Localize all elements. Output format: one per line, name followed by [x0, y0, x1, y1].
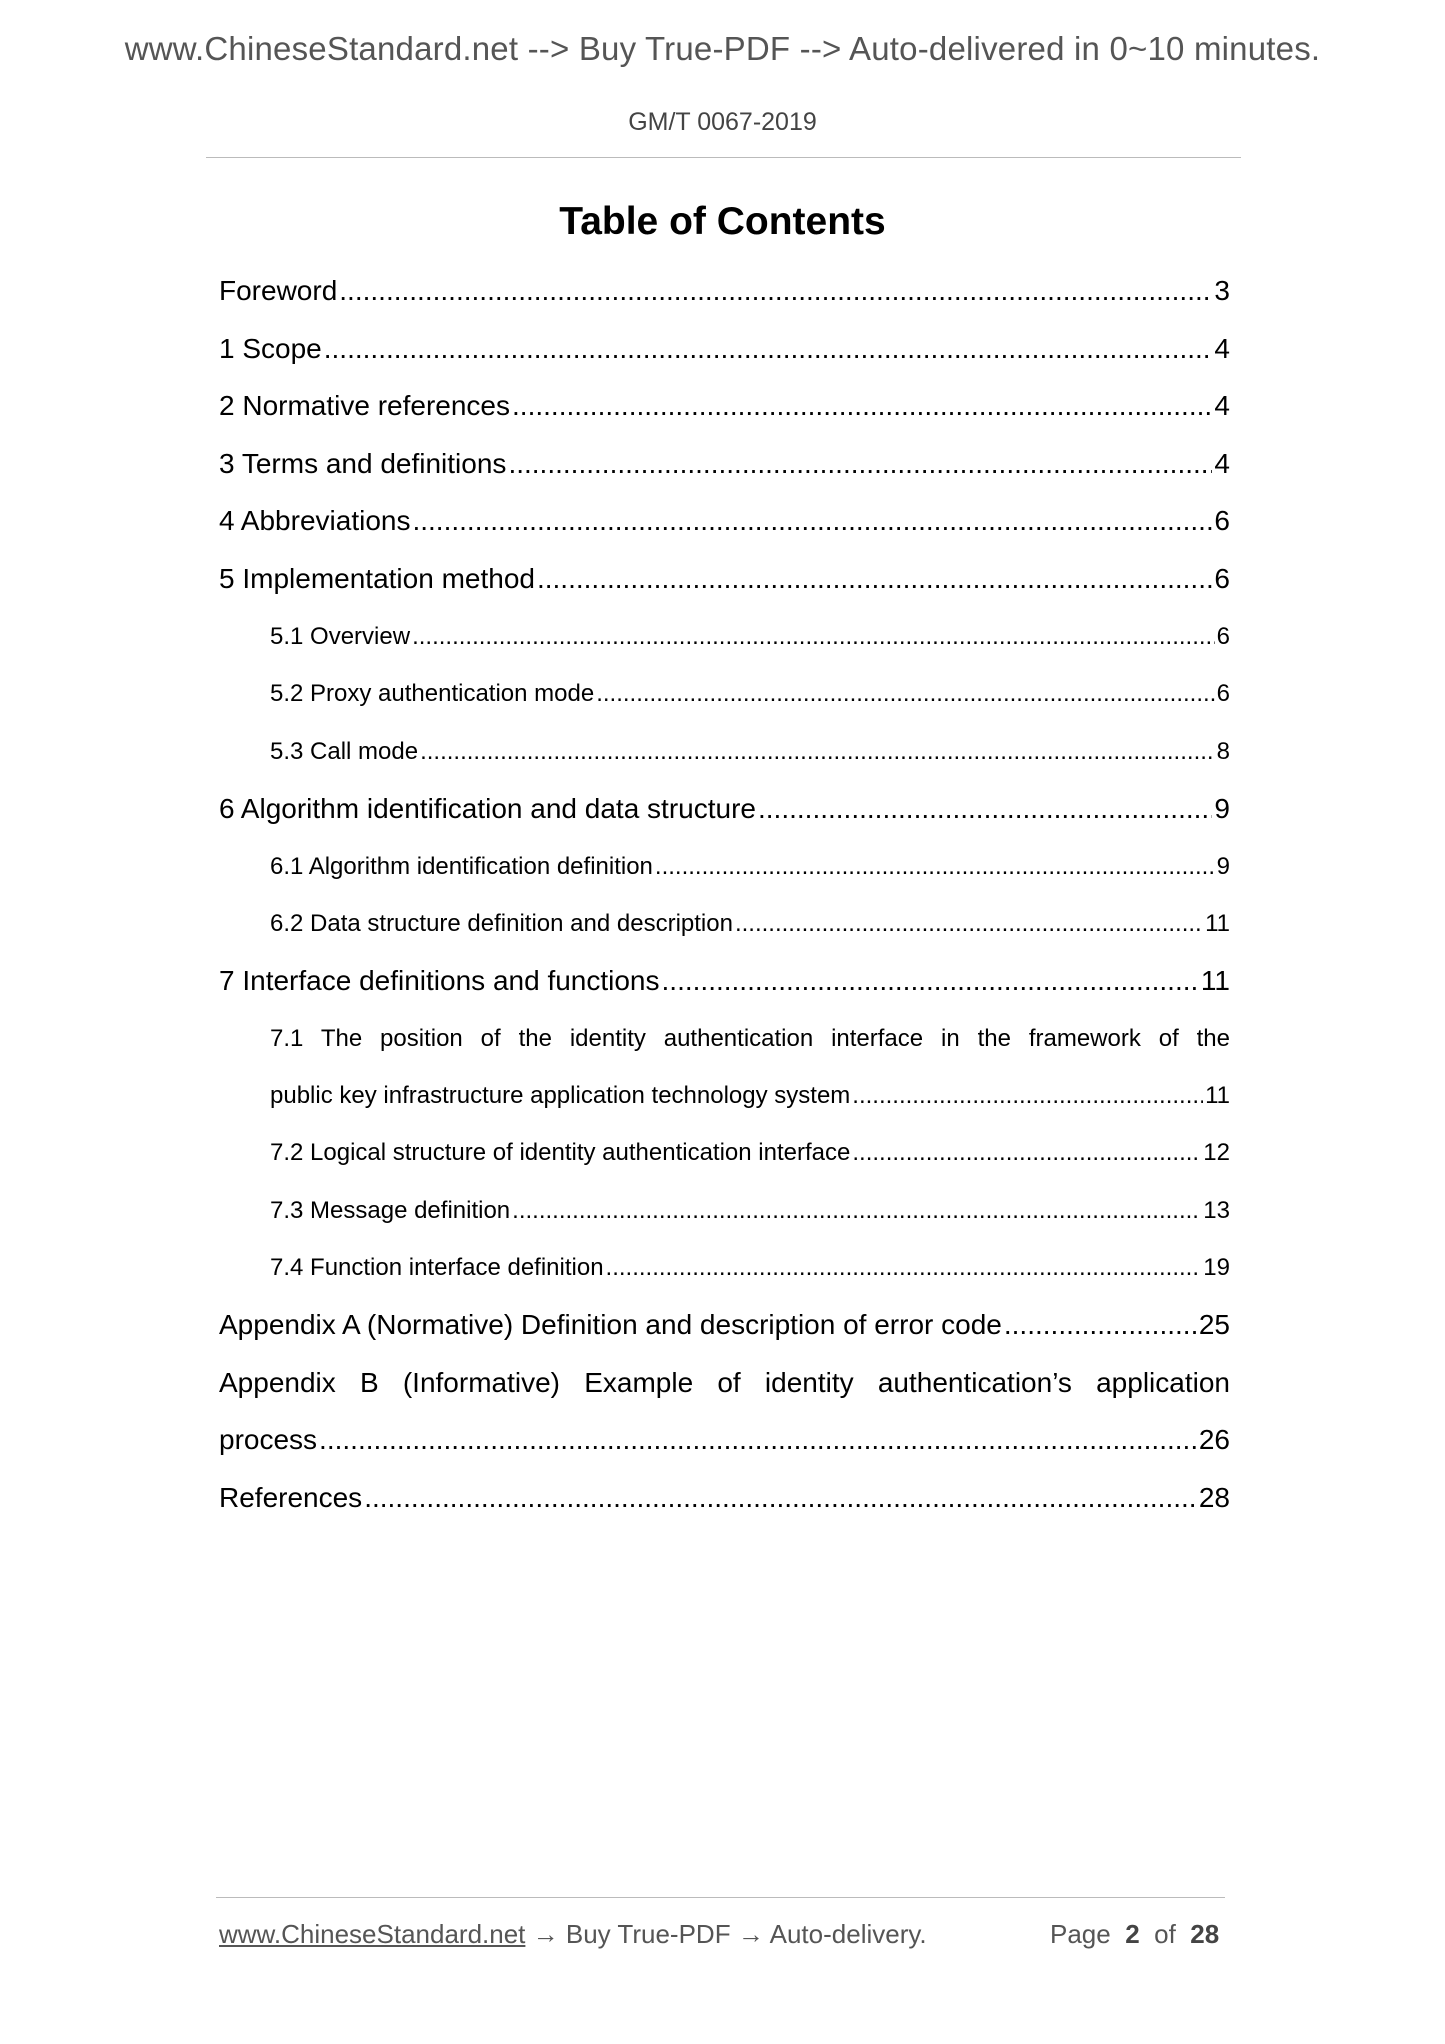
- toc-entry-foreword[interactable]: [219, 275, 1230, 307]
- toc-entry-page: 4: [1214, 333, 1230, 364]
- toc-entry-overview[interactable]: [270, 623, 1230, 651]
- toc-entry-page: 11: [1205, 1082, 1230, 1109]
- current-page-number: 2: [1125, 1919, 1140, 1949]
- toc-title: Table of Contents: [559, 200, 886, 243]
- toc-entry-label: 5.1 Overview: [270, 623, 411, 650]
- toc-dot-leader: [758, 793, 1212, 825]
- toc-entry-page: 11: [1200, 965, 1230, 996]
- toc-entry-interface-definitions-and-functions[interactable]: [219, 965, 1230, 997]
- toc-entry-label: 7.2 Logical structure of identity authentication interface: [270, 1139, 851, 1166]
- right-arrow-icon: →: [532, 1919, 559, 1949]
- toc-entry-abbreviations[interactable]: [219, 505, 1230, 537]
- right-arrow-icon: →: [737, 1919, 764, 1949]
- toc-entry-label: 7 Interface definitions and functions: [219, 965, 660, 996]
- header-divider: [206, 157, 1241, 158]
- toc-entry-label: 7.4 Function interface definition: [270, 1254, 604, 1281]
- page-indicator: [1050, 1919, 1219, 1950]
- toc-dot-leader: [1004, 1309, 1197, 1341]
- toc-dot-leader: [852, 1082, 1203, 1110]
- toc-entry-page: 12: [1203, 1139, 1230, 1166]
- toc-entry-label: 6 Algorithm identification and data structure: [219, 793, 756, 824]
- toc-entry-page: 9: [1216, 853, 1230, 880]
- toc-entry-label: process: [219, 1424, 318, 1455]
- toc-entry-function-interface-definition[interactable]: [270, 1254, 1230, 1282]
- toc-entry-message-definition[interactable]: [270, 1197, 1230, 1225]
- toc-entry-page: 6: [1216, 680, 1230, 707]
- toc-dot-leader: [319, 1424, 1197, 1456]
- footer-promo: [219, 1919, 927, 1950]
- toc-entry-scope[interactable]: [219, 333, 1230, 365]
- toc-entry-label: 5.2 Proxy authentication mode: [270, 680, 595, 707]
- toc-dot-leader: [596, 680, 1214, 708]
- toc-entry-page: 4: [1214, 390, 1230, 421]
- toc-entry-page: 4: [1214, 448, 1230, 479]
- toc-dot-leader: [512, 390, 1212, 422]
- of-word: of: [1154, 1919, 1176, 1949]
- toc-entry-appendix-b-line1[interactable]: Appendix B (Informative) Example of identity authentication’s application: [219, 1367, 1230, 1398]
- toc-dot-leader: [412, 623, 1215, 651]
- total-page-count: 28: [1190, 1919, 1220, 1949]
- toc-entry-label: 5 Implementation method: [219, 563, 535, 594]
- toc-dot-leader: [420, 738, 1215, 766]
- toc-entry-algorithm-identification-and-data-structure[interactable]: [219, 793, 1230, 825]
- footer-delivery-text: Auto-delivery.: [769, 1919, 927, 1949]
- toc-dot-leader: [508, 448, 1212, 480]
- toc-entry-label: 4 Abbreviations: [219, 505, 411, 536]
- toc-entry-interface-position-line1[interactable]: 7.1 The position of the identity authentication interface in the framework of the: [270, 1025, 1230, 1052]
- toc-entry-logical-structure[interactable]: [270, 1139, 1230, 1167]
- toc-entry-label: public key infrastructure application technology system: [270, 1082, 851, 1109]
- toc-entry-label: 6.1 Algorithm identification definition: [270, 853, 653, 880]
- toc-entry-page: 8: [1216, 738, 1230, 765]
- toc-dot-leader: [735, 910, 1203, 938]
- toc-dot-leader: [662, 965, 1199, 997]
- toc-entry-label: 5.3 Call mode: [270, 738, 419, 765]
- toc-entry-call-mode[interactable]: [270, 738, 1230, 766]
- toc-entry-label: 2 Normative references: [219, 390, 511, 421]
- toc-entry-page: 25: [1198, 1309, 1230, 1340]
- toc-entry-algorithm-identification-definition[interactable]: [270, 853, 1230, 881]
- footer-buy-text: Buy True-PDF: [565, 1919, 731, 1949]
- toc-entry-appendix-b[interactable]: [219, 1424, 1230, 1456]
- toc-entry-normative-references[interactable]: [219, 390, 1230, 422]
- footer-divider: [216, 1897, 1225, 1898]
- toc-entry-label: Foreword: [219, 275, 338, 306]
- toc-entry-page: 6: [1216, 623, 1230, 650]
- toc-entry-data-structure-definition[interactable]: [270, 910, 1230, 938]
- toc-entry-label: 7.3 Message definition: [270, 1197, 511, 1224]
- page-word: Page: [1050, 1919, 1111, 1949]
- toc-entry-implementation-method[interactable]: [219, 563, 1230, 595]
- toc-dot-leader: [606, 1254, 1202, 1282]
- top-banner: www.ChineseStandard.net --> Buy True-PDF --> Auto-delivered in 0~10 minutes.: [124, 30, 1321, 67]
- toc-entry-label: References: [219, 1482, 363, 1513]
- footer-site-link[interactable]: www.ChineseStandard.net: [219, 1919, 526, 1949]
- toc-entry-page: 9: [1214, 793, 1230, 824]
- toc-dot-leader: [412, 505, 1212, 537]
- toc-entry-page: 28: [1198, 1482, 1230, 1513]
- document-code: GM/T 0067-2019: [628, 108, 817, 136]
- toc-dot-leader: [324, 333, 1213, 365]
- toc-entry-proxy-authentication-mode[interactable]: [270, 680, 1230, 708]
- toc-entry-terms-and-definitions[interactable]: [219, 448, 1230, 480]
- toc-entry-references[interactable]: [219, 1482, 1230, 1514]
- toc-dot-leader: [364, 1482, 1197, 1514]
- toc-entry-page: 26: [1198, 1424, 1230, 1455]
- toc-entry-label: 6.2 Data structure definition and description: [270, 910, 733, 937]
- toc-entry-page: 13: [1203, 1197, 1230, 1224]
- toc-entry-page: 6: [1214, 563, 1230, 594]
- toc-entry-appendix-a[interactable]: [219, 1309, 1230, 1341]
- toc-dot-leader: [852, 1139, 1201, 1167]
- toc-entry-label: Appendix A (Normative) Definition and description of error code: [219, 1309, 1002, 1340]
- toc-entry-page: 6: [1214, 505, 1230, 536]
- toc-entry-page: 11: [1205, 910, 1230, 937]
- toc-dot-leader: [537, 563, 1212, 595]
- toc-entry-interface-position[interactable]: [270, 1082, 1230, 1110]
- toc-entry-page: 19: [1203, 1254, 1230, 1281]
- toc-entry-page: 3: [1214, 275, 1230, 306]
- toc-dot-leader: [655, 853, 1215, 881]
- toc-entry-label: 3 Terms and definitions: [219, 448, 507, 479]
- toc-dot-leader: [512, 1197, 1201, 1225]
- toc-entry-label: 1 Scope: [219, 333, 322, 364]
- toc-dot-leader: [339, 275, 1212, 307]
